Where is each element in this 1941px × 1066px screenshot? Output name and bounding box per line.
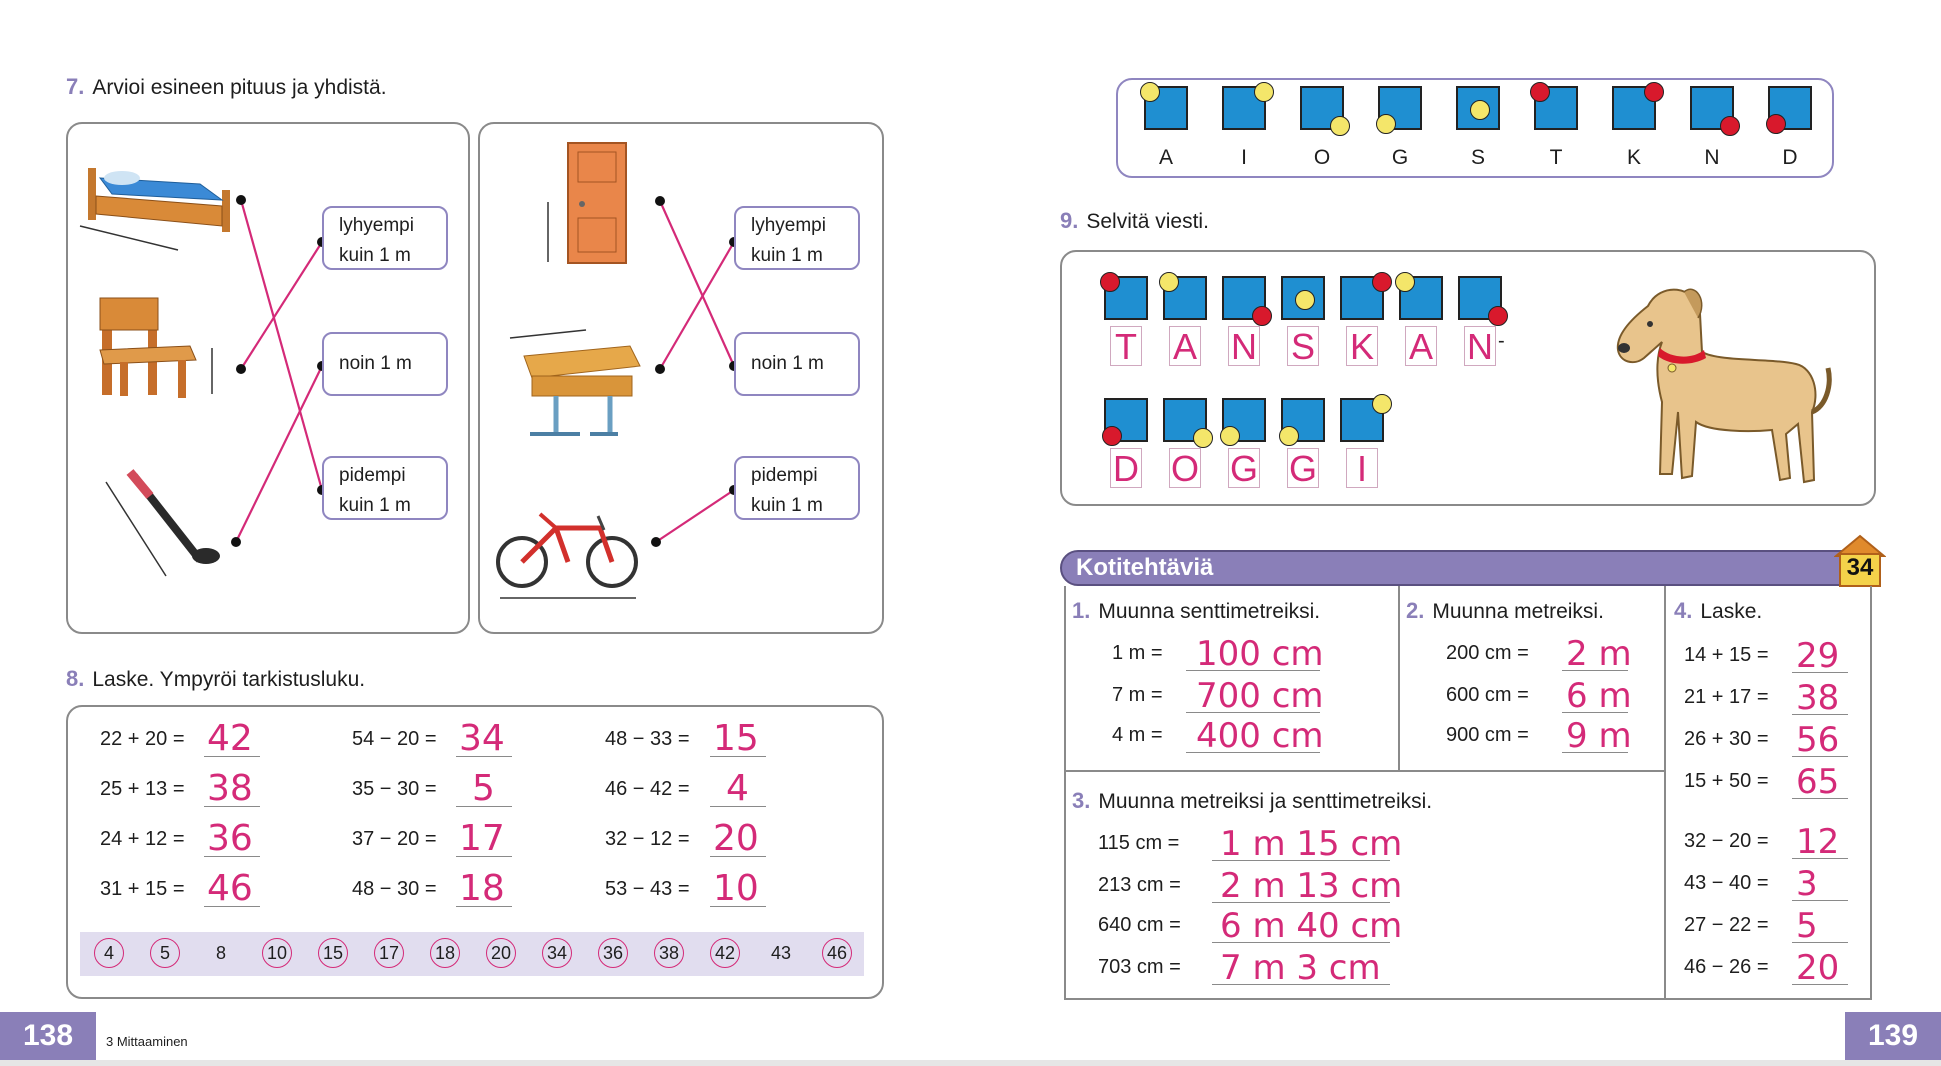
check-number[interactable]: 20: [486, 938, 516, 968]
code-square: [1222, 86, 1266, 130]
box-line-1: pidempi: [339, 465, 406, 486]
check-number[interactable]: 36: [598, 938, 628, 968]
check-number[interactable]: 17: [374, 938, 404, 968]
chair-illustration: [100, 298, 212, 398]
answer-value[interactable]: 6 m 40 cm: [1220, 906, 1403, 946]
length-box-shorter[interactable]: [734, 206, 860, 270]
calc-expr: 35 − 30 =: [352, 778, 437, 800]
box-line-1: lyhyempi: [751, 215, 826, 236]
exercise-title: Arvioi esineen pituus ja yhdistä.: [92, 76, 387, 99]
box-line-1: pidempi: [751, 465, 818, 486]
question-title: Muunna senttimetreiksi.: [1098, 600, 1321, 623]
code-dot: [1488, 306, 1508, 326]
code-square: [1399, 276, 1443, 320]
answer-value[interactable]: 42: [207, 718, 253, 759]
chapter-label: 3 Mittaaminen: [106, 1034, 188, 1049]
answer-letter-box[interactable]: G: [1229, 448, 1258, 489]
conversion-label: 200 cm =: [1446, 642, 1529, 664]
question-number: 2.: [1406, 598, 1425, 623]
answer-value[interactable]: 400 cm: [1196, 716, 1324, 756]
answer-value[interactable]: 17: [459, 818, 505, 859]
length-box-shorter[interactable]: [322, 206, 448, 270]
code-dot: [1220, 426, 1240, 446]
answer-letter-box[interactable]: D: [1110, 448, 1142, 488]
answer-value[interactable]: 20: [1796, 948, 1840, 988]
answer-value[interactable]: 56: [1796, 720, 1840, 760]
conversion-label: 115 cm =: [1098, 832, 1180, 854]
question-number: 3.: [1072, 788, 1091, 813]
code-letter: T: [1549, 146, 1563, 169]
check-number[interactable]: 4: [94, 938, 124, 968]
calc-expr: 54 − 20 =: [352, 728, 437, 750]
calc-expr: 21 + 17 =: [1684, 686, 1769, 708]
check-number[interactable]: 18: [430, 938, 460, 968]
check-number[interactable]: 10: [262, 938, 292, 968]
answer-value[interactable]: 38: [207, 768, 253, 809]
calc-row: [605, 778, 690, 801]
door-illustration: [548, 143, 626, 263]
answer-letter-box[interactable]: N: [1464, 326, 1496, 366]
answer-letter-box[interactable]: G: [1288, 448, 1317, 489]
calc-expr: 31 + 15 =: [100, 878, 185, 900]
code-letter: I: [1241, 146, 1247, 169]
box-line-1: noin 1 m: [751, 353, 824, 374]
calc-expr: 46 − 26 =: [1684, 956, 1769, 978]
code-square: [1340, 276, 1384, 320]
code-letter: A: [1158, 146, 1173, 169]
code-square: [1281, 398, 1325, 442]
length-box-about[interactable]: [734, 332, 860, 396]
code-dot: [1102, 426, 1122, 446]
code-square: [1104, 398, 1148, 442]
box-line-2: kuin 1 m: [751, 495, 823, 516]
answer-letter-box[interactable]: I: [1346, 448, 1378, 488]
page-number-left: 138: [0, 1012, 96, 1060]
code-dot: [1159, 272, 1179, 292]
code-dot: [1252, 306, 1272, 326]
calc-expr: 48 − 33 =: [605, 728, 690, 750]
hockey-stick-illustration: [106, 472, 220, 576]
box-line-2: kuin 1 m: [339, 245, 411, 266]
check-number[interactable]: 38: [654, 938, 684, 968]
code-square: [1104, 276, 1148, 320]
length-box-about[interactable]: [322, 332, 448, 396]
check-number[interactable]: 8: [215, 943, 226, 963]
calc-expr: 22 + 20 =: [100, 728, 185, 750]
conversion-label: 213 cm =: [1098, 874, 1181, 896]
page-bottom-edge: [0, 1060, 1941, 1066]
answer-value[interactable]: 20: [713, 818, 759, 859]
answer-value[interactable]: 5: [1796, 906, 1818, 946]
box-line-2: kuin 1 m: [339, 495, 411, 516]
answer-value[interactable]: 46: [207, 868, 253, 909]
conversion-label: 4 m =: [1112, 724, 1163, 746]
calc-row: [352, 728, 437, 751]
calc-row: [605, 828, 690, 851]
code-square: [1690, 86, 1734, 130]
code-dot: [1530, 82, 1550, 102]
code-letter: O: [1313, 146, 1331, 169]
calc-row: [605, 728, 690, 751]
calc-expr: 15 + 50 =: [1684, 770, 1769, 792]
answer-value[interactable]: 6 m: [1566, 676, 1632, 716]
answer-letter-box[interactable]: A: [1169, 326, 1201, 366]
check-number[interactable]: 43: [770, 943, 792, 963]
exercise-number: 7.: [66, 74, 85, 99]
code-square: [1378, 86, 1422, 130]
code-dot: [1372, 394, 1392, 414]
code-letter: G: [1391, 146, 1409, 169]
question-title: Muunna metreiksi ja senttimetreiksi.: [1098, 790, 1433, 813]
code-square: [1222, 398, 1266, 442]
conversion-label: 7 m =: [1112, 684, 1163, 706]
box-line-1: noin 1 m: [339, 353, 412, 374]
answer-value[interactable]: 38: [1796, 678, 1840, 718]
check-number[interactable]: 5: [150, 938, 180, 968]
code-dot: [1193, 428, 1213, 448]
answer-value[interactable]: 12: [1796, 822, 1840, 862]
answer-value[interactable]: 34: [459, 718, 505, 759]
answer-value[interactable]: 5: [472, 768, 495, 809]
check-number[interactable]: 42: [710, 938, 740, 968]
code-square: [1458, 276, 1502, 320]
exercise-number: 8.: [66, 666, 85, 691]
box-line-2: kuin 1 m: [751, 245, 823, 266]
homework-q1-heading: [1072, 598, 1320, 624]
calc-row: [352, 878, 437, 901]
code-dot: [1395, 272, 1415, 292]
code-dot: [1295, 290, 1315, 310]
homework-header: [1060, 550, 1872, 586]
answer-value[interactable]: 65: [1796, 762, 1840, 802]
conversion-label: 640 cm =: [1098, 914, 1181, 936]
code-square: [1144, 86, 1188, 130]
answer-letter-box[interactable]: T: [1110, 326, 1142, 366]
conversion-label: 900 cm =: [1446, 724, 1529, 746]
exercise-number: 9.: [1060, 208, 1079, 233]
conversion-label: 1 m =: [1112, 642, 1163, 664]
box-line-1: lyhyempi: [339, 215, 414, 236]
divider: [1064, 770, 1664, 772]
exercise-title: Laske. Ympyröi tarkistusluku.: [92, 668, 366, 691]
calc-expr: 37 − 20 =: [352, 828, 437, 850]
homework-number-badge: [1834, 534, 1886, 588]
homework-q4-heading: [1674, 598, 1762, 624]
answer-value[interactable]: 4: [726, 768, 749, 809]
answer-value[interactable]: 29: [1796, 636, 1840, 676]
bed-illustration: [80, 168, 230, 250]
calc-row: [605, 878, 690, 901]
answer-value[interactable]: 36: [207, 818, 253, 859]
code-dot: [1330, 116, 1350, 136]
answer-value[interactable]: 9 m: [1566, 716, 1632, 756]
code-dot: [1376, 114, 1396, 134]
connection-dots: [231, 195, 739, 547]
calc-expr: 32 − 20 =: [1684, 830, 1769, 852]
conversion-label: 600 cm =: [1446, 684, 1529, 706]
code-letter: K: [1626, 146, 1641, 169]
homework-q2-heading: [1406, 598, 1604, 624]
question-title: Laske.: [1700, 600, 1763, 623]
code-square: [1340, 398, 1384, 442]
code-square: [1163, 276, 1207, 320]
badge-number: 34: [1846, 554, 1874, 581]
answer-value[interactable]: 2 m: [1566, 634, 1632, 674]
code-dot: [1644, 82, 1664, 102]
answer-value[interactable]: 3: [1796, 864, 1818, 904]
code-dot: [1140, 82, 1160, 102]
code-square: [1456, 86, 1500, 130]
code-square: [1163, 398, 1207, 442]
homework-q3-heading: [1072, 788, 1432, 814]
check-number[interactable]: 46: [822, 938, 852, 968]
answer-letter-box[interactable]: N: [1228, 326, 1260, 366]
answer-letter-box[interactable]: A: [1405, 326, 1437, 366]
question-title: Muunna metreiksi.: [1432, 600, 1604, 623]
answer-value[interactable]: 1 m 15 cm: [1220, 824, 1403, 864]
answer-value[interactable]: 700 cm: [1196, 676, 1324, 716]
code-dot: [1279, 426, 1299, 446]
calc-row: [100, 728, 185, 751]
word-hyphen: -: [1498, 330, 1505, 352]
length-box-longer[interactable]: [734, 456, 860, 520]
code-square: [1534, 86, 1578, 130]
code-dot: [1720, 116, 1740, 136]
homework-title: Kotitehtäviä: [1076, 554, 1214, 581]
answer-value[interactable]: 10: [713, 868, 759, 909]
calc-expr: 25 + 13 =: [100, 778, 185, 800]
check-number[interactable]: 15: [318, 938, 348, 968]
answer-letter-box[interactable]: O: [1170, 448, 1199, 489]
code-dot: [1254, 82, 1274, 102]
check-number[interactable]: 34: [542, 938, 572, 968]
conversion-label: 703 cm =: [1098, 956, 1181, 978]
calc-expr: 32 − 12 =: [605, 828, 690, 850]
code-square: [1300, 86, 1344, 130]
answer-value[interactable]: 7 m 3 cm: [1220, 948, 1381, 988]
calc-row: [352, 778, 437, 801]
divider: [1664, 586, 1666, 1000]
calc-expr: 27 − 22 =: [1684, 914, 1769, 936]
calc-row: [100, 778, 185, 801]
answer-value[interactable]: 18: [459, 868, 505, 909]
answer-value[interactable]: 15: [713, 718, 759, 759]
exercise-9-heading: [1060, 208, 1209, 234]
code-letter: N: [1704, 146, 1720, 169]
code-dot: [1766, 114, 1786, 134]
desk-illustration: [510, 330, 640, 434]
calc-row: [352, 828, 437, 851]
calc-row: [100, 828, 185, 851]
question-number: 4.: [1674, 598, 1693, 623]
code-square: [1222, 276, 1266, 320]
calc-expr: 43 − 40 =: [1684, 872, 1769, 894]
code-letter: S: [1470, 146, 1485, 169]
calc-expr: 26 + 30 =: [1684, 728, 1769, 750]
bicycle-illustration: [498, 514, 636, 598]
exercise-title: Selvitä viesti.: [1086, 210, 1209, 233]
code-square: [1768, 86, 1812, 130]
page-number-right: 139: [1845, 1012, 1941, 1060]
exercise-8-heading: [66, 666, 365, 692]
answer-letter-box[interactable]: S: [1287, 326, 1319, 366]
length-box-longer[interactable]: [322, 456, 448, 520]
calc-row: [100, 878, 185, 901]
calc-expr: 14 + 15 =: [1684, 644, 1769, 666]
code-dot: [1470, 100, 1490, 120]
code-dot: [1100, 272, 1120, 292]
answer-value[interactable]: 100 cm: [1196, 634, 1324, 674]
calc-expr: 46 − 42 =: [605, 778, 690, 800]
dog-illustration: [1600, 262, 1840, 494]
answer-value[interactable]: 2 m 13 cm: [1220, 866, 1403, 906]
code-letter: D: [1782, 146, 1798, 169]
code-square: [1612, 86, 1656, 130]
calc-expr: 24 + 12 =: [100, 828, 185, 850]
divider: [1398, 586, 1400, 772]
code-square: [1281, 276, 1325, 320]
exercise-7-drawing: [0, 0, 900, 640]
check-number-strip: [80, 932, 864, 976]
question-number: 1.: [1072, 598, 1091, 623]
calc-expr: 53 − 43 =: [605, 878, 690, 900]
answer-letter-box[interactable]: K: [1346, 326, 1378, 366]
calc-expr: 48 − 30 =: [352, 878, 437, 900]
code-dot: [1372, 272, 1392, 292]
